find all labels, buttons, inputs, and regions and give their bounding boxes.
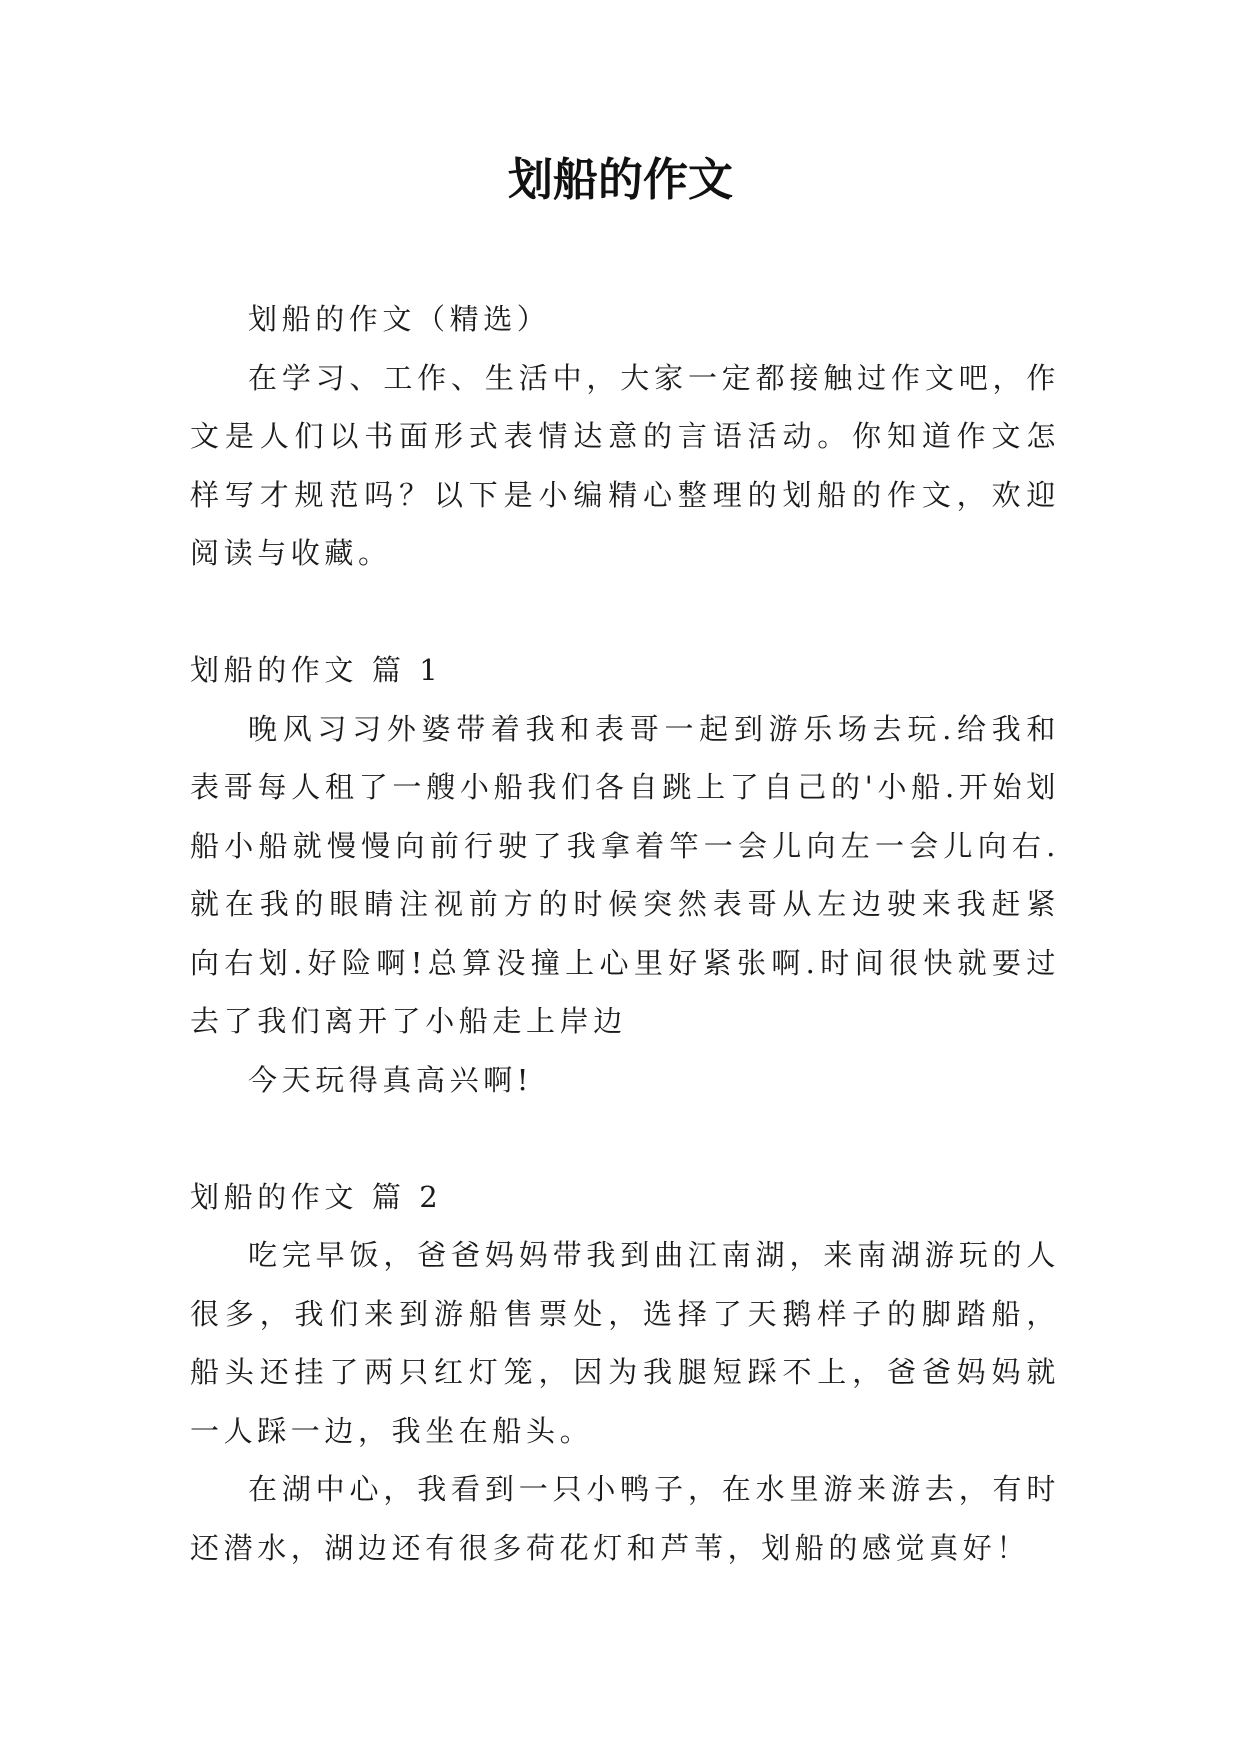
section-2-paragraph-2: 在湖中心，我看到一只小鸭子，在水里游来游去，有时还潜水，湖边还有很多荷花灯和芦苇，划船的感觉真好！ [190,1472,1060,1565]
section-1-paragraph-2: 今天玩得真高兴啊! [248,1062,534,1097]
document-body [190,290,1060,1577]
section-2-paragraph-1: 吃完早饭，爸爸妈妈带我到曲江南湖，来南湖游玩的人很多，我们来到游船售票处，选择了天鹅样子的脚踏船，船头还挂了两只红灯笼，因为我腿短踩不上，爸爸妈妈就一人踩一边，我坐在船头。 [190,1238,1060,1448]
section-heading-1: 划船的作文 篇 1 [190,653,443,687]
document-title: 划船的作文 [507,153,733,206]
intro-paragraph: 在学习、工作、生活中，大家一定都接触过作文吧，作文是人们以书面形式表情达意的言语活动。你知道作文怎样写才规范吗？以下是小编精心整理的划船的作文，欢迎阅读与收藏。 [190,360,1060,570]
section-1-paragraph-1: 晚风习习外婆带着我和表哥一起到游乐场去玩.给我和表哥每人租了一艘小船我们各自跳上了自己的'小船.开始划船小船就慢慢向前行驶了我拿着竿一会儿向左一会儿向右.就在我的眼睛注视前方的时候突然表哥从左边驶来我赶紧向右划.好险啊!总算没撞上心里好紧张啊.时间很快就要过去了我们离开了小船走上岸边 [190,711,1060,1038]
intro-subtitle: 划船的作文（精选） [248,302,551,336]
section-gap [190,583,1060,642]
section-heading-2: 划船的作文 篇 2 [190,1179,443,1214]
section-gap [190,1109,1060,1168]
